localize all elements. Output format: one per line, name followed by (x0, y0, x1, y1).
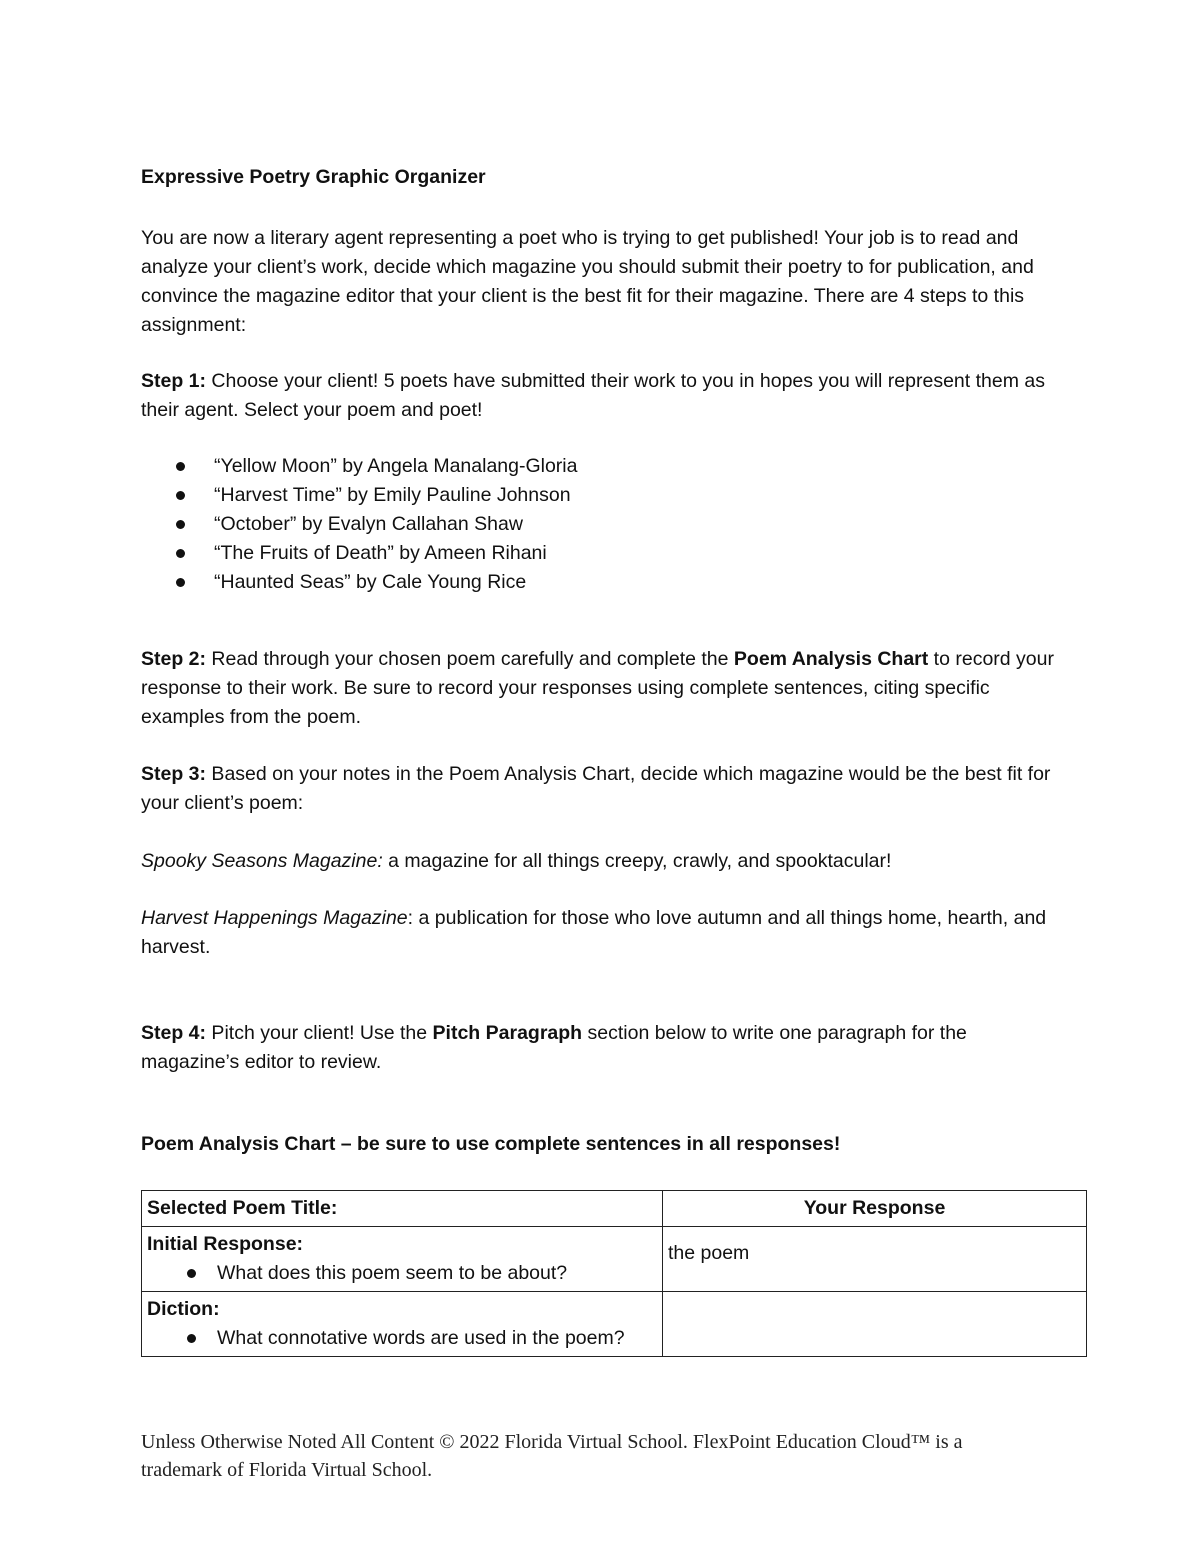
poem-option: “October” by Evalyn Callahan Shaw (214, 513, 523, 535)
bullet-icon (176, 578, 185, 587)
step-1-paragraph (141, 367, 1061, 425)
table-row (142, 1292, 1087, 1357)
bullet-icon (176, 491, 185, 500)
step-4-paragraph (141, 1019, 1061, 1077)
table-header-row (142, 1191, 1087, 1227)
prompt-label: Initial Response: (147, 1233, 304, 1255)
step-2-paragraph (141, 645, 1061, 732)
bullet-icon (187, 1269, 196, 1278)
step-2-label: Step 2: (141, 648, 207, 670)
list-item (176, 481, 577, 510)
list-item (147, 1324, 657, 1353)
poem-option: “Haunted Seas” by Cale Young Rice (214, 571, 527, 593)
magazine-name: Spooky Seasons Magazine: (141, 850, 383, 872)
step-4-label: Step 4: (141, 1022, 207, 1044)
response-cell[interactable] (663, 1292, 1087, 1357)
poem-analysis-chart (141, 1190, 1087, 1357)
prompt-cell (142, 1227, 663, 1292)
magazine-option-harvest (141, 904, 1061, 962)
poem-list (176, 452, 577, 597)
step-4-text-cont: section below to write one paragraph for the magazine’s editor to review. (141, 1022, 967, 1073)
magazine-option-spooky (141, 847, 1061, 876)
magazine-desc: a magazine for all things creepy, crawly, and spooktacular! (382, 850, 892, 872)
chart-heading: Poem Analysis Chart – be sure to use complete sentences in all responses! (141, 1133, 841, 1155)
step-4-text: Pitch your client! Use the (206, 1022, 433, 1044)
step-2-text: Read through your chosen poem carefully and complete the (206, 648, 734, 670)
poem-option: “The Fruits of Death” by Ameen Rihani (214, 542, 547, 564)
response-cell[interactable]: the poem (663, 1227, 1087, 1292)
step-3-label: Step 3: (141, 763, 207, 785)
table-row (142, 1227, 1087, 1292)
prompt-question: What does this poem seem to be about? (217, 1262, 568, 1284)
step-2-emphasis: Poem Analysis Chart (733, 648, 929, 670)
copyright-footer: Unless Otherwise Noted All Content © 2022 Florida Virtual School. FlexPoint Education Cloud™ is a trademark of Florida Virtual School. (141, 1431, 963, 1481)
step-1-text: Choose your client! 5 poets have submitted their work to you in hopes you will represent them as their agent. Select your poem and poet! (141, 370, 1045, 421)
prompt-question-list (147, 1259, 657, 1288)
bullet-icon (176, 462, 185, 471)
prompt-label: Diction: (147, 1298, 220, 1320)
list-item (176, 539, 577, 568)
prompt-question: What connotative words are used in the poem? (217, 1327, 625, 1349)
magazine-name: Harvest Happenings Magazine (141, 907, 408, 929)
intro-paragraph: You are now a literary agent representing a poet who is trying to get published! Your job is to read and analyze your client’s work, decide which magazine you should submit their poetry to for publication, and convince the magazine editor that your client is the best fit for their magazine. There are 4 steps to this assignment: (141, 227, 1034, 336)
prompt-question-list (147, 1324, 657, 1353)
step-2-text-cont: to record your response to their work. Be sure to record your responses using complete sentences, citing specific examples from the poem. (141, 648, 1054, 728)
step-3-paragraph (141, 760, 1061, 818)
magazine-desc: : a publication for those who love autumn and all things home, hearth, and harvest. (141, 907, 1047, 958)
bullet-icon (176, 549, 185, 558)
header-your-response: Your Response (663, 1191, 1087, 1227)
list-item (176, 510, 577, 539)
list-item (147, 1259, 657, 1288)
bullet-icon (176, 520, 185, 529)
document-title: Expressive Poetry Graphic Organizer (141, 166, 486, 188)
list-item (176, 452, 577, 481)
step-1-label: Step 1: (141, 370, 207, 392)
prompt-cell (142, 1292, 663, 1357)
step-3-text: Based on your notes in the Poem Analysis Chart, decide which magazine would be the best fit for your client’s poem: (141, 763, 1051, 814)
list-item (176, 568, 577, 597)
bullet-icon (187, 1334, 196, 1343)
step-4-emphasis: Pitch Paragraph (432, 1022, 583, 1044)
poem-option: “Harvest Time” by Emily Pauline Johnson (214, 484, 571, 506)
header-selected-poem-title[interactable]: Selected Poem Title: (142, 1191, 663, 1227)
poem-option: “Yellow Moon” by Angela Manalang-Gloria (214, 455, 578, 477)
